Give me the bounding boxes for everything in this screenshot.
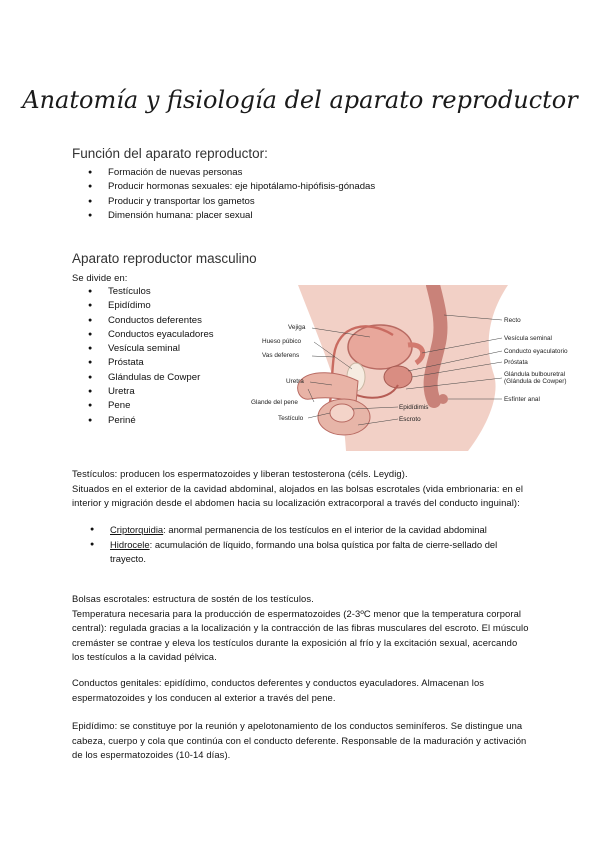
diagram-label-vejiga: Vejiga bbox=[288, 324, 306, 331]
paragraph: Situados en el exterior de la cavidad abdominal, alojados en las bolsas escrotales (vida embrionaria: en el interior y migración desde el abdomen hacia su localización extracorporal a través del conducto inguinal): bbox=[72, 482, 524, 509]
diagram-label-prostata: Próstata bbox=[504, 359, 528, 366]
diagram-label-testiculo: Testículo bbox=[278, 415, 304, 422]
diagram-label-vesicula: Vesícula seminal bbox=[504, 335, 552, 342]
list-item: ● Uretra bbox=[88, 385, 214, 399]
section-heading-masculino: Aparato reproductor masculino bbox=[72, 251, 257, 266]
partes-list bbox=[88, 285, 214, 428]
epididimo-block bbox=[72, 719, 532, 763]
paragraph: Bolsas escrotales: estructura de sostén de los testículos. bbox=[72, 593, 314, 604]
list-item: ● Formación de nuevas personas bbox=[88, 166, 375, 180]
list-item: ● Conductos eyaculadores bbox=[88, 328, 214, 342]
penis-shape bbox=[298, 373, 358, 403]
term-definition: : acumulación de líquido, formando una bolsa quística por falta de cierre-sellado del trayecto. bbox=[110, 538, 498, 565]
diagram-label-conducto-eyac: Conducto eyaculatorio bbox=[504, 348, 568, 355]
paragraph: Epidídimo: se constituye por la reunión y apelotonamiento de los conductos seminíferos. Se distingue una cabeza, cuerpo y cola que continúa con el conducto deferente. Responsable de la maduración y activación de los espermatozoides (10-14 días). bbox=[72, 720, 527, 761]
list-item: ● Glándulas de Cowper bbox=[88, 371, 214, 385]
testiculos-block bbox=[72, 467, 532, 511]
paragraph: Conductos genitales: epidídimo, conductos deferentes y conductos eyaculadores. Almacenan los espermatozoides y los conducen al exterior a través del pene. bbox=[72, 677, 485, 703]
diagram-label-escroto: Escroto bbox=[399, 416, 421, 423]
conductos-block bbox=[72, 676, 532, 705]
funcion-list bbox=[88, 166, 375, 223]
list-item: ● Conductos deferentes bbox=[88, 314, 214, 328]
list-item: ● Dimensión humana: placer sexual bbox=[88, 209, 375, 223]
list-item bbox=[86, 538, 526, 567]
diagram-label-recto: Recto bbox=[504, 317, 521, 324]
paragraph: Testículos: producen los espermatozoides y liberan testosterona (céls. Leydig). bbox=[72, 468, 408, 479]
list-item: ● Vesícula seminal bbox=[88, 342, 214, 356]
anatomy-diagram bbox=[248, 285, 593, 455]
term-hidrocele: Hidrocele bbox=[110, 538, 150, 550]
bolsas-block bbox=[72, 592, 532, 665]
diagram-label-glande: Glande del pene bbox=[251, 399, 298, 406]
diagram-label-vas-deferens: Vas deferens bbox=[262, 352, 300, 359]
diagram-label-uretra: Uretra bbox=[286, 378, 304, 385]
section-heading-funcion: Función del aparato reproductor: bbox=[72, 146, 268, 161]
term-definition: : anormal permanencia de los testículos en el interior de la cavidad abdominal bbox=[163, 524, 487, 535]
list-item bbox=[86, 523, 526, 538]
diagram-label-glandula-bulbo: Glándula bulbouretral bbox=[504, 371, 566, 378]
list-item: ● Producir hormonas sexuales: eje hipotálamo-hipófisis-gónadas bbox=[88, 180, 375, 194]
term-criptorquidia: Criptorquidia bbox=[110, 524, 164, 535]
diagram-label-epididimis: Epidídimis bbox=[399, 404, 429, 411]
list-item: ● Periné bbox=[88, 414, 214, 428]
diagram-label-esfinter: Esfínter anal bbox=[504, 396, 540, 403]
diagram-label-glandula-cowper: (Glándula de Cowper) bbox=[504, 378, 567, 385]
divide-intro: Se divide en: bbox=[72, 272, 128, 283]
list-item: ● Próstata bbox=[88, 356, 214, 370]
list-item: ● Epidídimo bbox=[88, 299, 214, 313]
sphincter-shape bbox=[438, 394, 448, 404]
list-item: ● Producir y transportar los gametos bbox=[88, 195, 375, 209]
prostate-shape bbox=[384, 366, 412, 388]
list-item: ● Pene bbox=[88, 399, 214, 413]
page-title: Anatomía y fisiología del aparato reproductor bbox=[22, 86, 578, 114]
testiculos-sublist bbox=[86, 523, 526, 567]
paragraph: Temperatura necesaria para la producción de espermatozoides (2-3ºC menor que la temperatura corporal central): regulada gracias a la localización y la contracción de las fibras musculares del escroto. El músculo cremáster se contrae y eleva los testículos durante la exposición al frío y la excitación sexual, acercando los testículos a la cavidad pélvica. bbox=[72, 607, 529, 663]
testis-shape bbox=[330, 404, 354, 422]
list-item: ● Testículos bbox=[88, 285, 214, 299]
diagram-label-hueso-pubico: Hueso púbico bbox=[262, 338, 302, 345]
bladder-shape bbox=[348, 325, 412, 369]
